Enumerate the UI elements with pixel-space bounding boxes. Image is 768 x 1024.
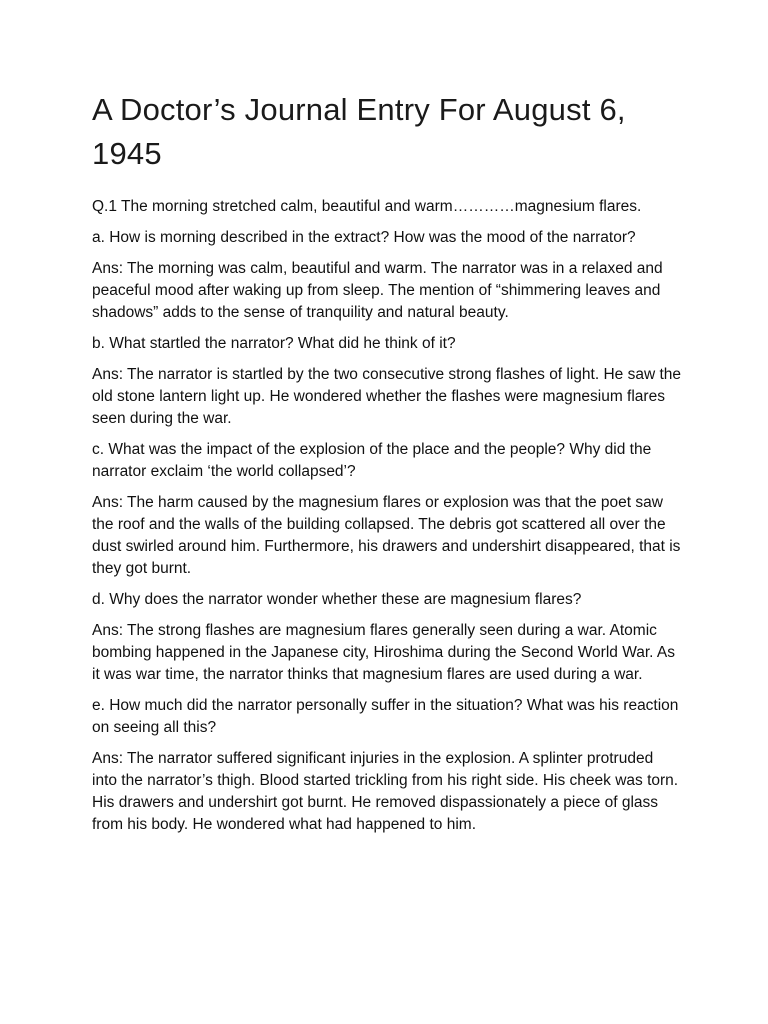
question-b: b. What startled the narrator? What did he think of it? — [92, 335, 456, 352]
question-a: a. How is morning described in the extract? How was the mood of the narrator? — [92, 229, 636, 246]
answer-e: Ans: The narrator suffered significant injuries in the explosion. A splinter protruded into the narrator’s thigh. Blood started trickling from his right side. His cheek was torn. His drawers and undershirt got burnt. He removed dispassionately a piece of glass from his body. He wondered what had happened to him. — [92, 750, 679, 833]
question-d: d. Why does the narrator wonder whether these are magnesium flares? — [92, 591, 582, 608]
document-title: A Doctor’s Journal Entry For August 6, 1945 — [92, 92, 626, 171]
answer-c: Ans: The harm caused by the magnesium flares or explosion was that the poet saw the roof and the walls of the building collapsed. The debris got scattered all over the dust swirled around him. Furthermore, his drawers and undershirt disappeared, that is they got burnt. — [92, 494, 681, 577]
answer-b: Ans: The narrator is startled by the two consecutive strong flashes of light. He saw the old stone lantern light up. He wondered whether the flashes were magnesium flares seen during the war. — [92, 366, 682, 427]
document-page — [92, 88, 682, 845]
answer-d: Ans: The strong flashes are magnesium flares generally seen during a war. Atomic bombing happened in the Japanese city, Hiroshima during the Second World War. As it was war time, the narrator thinks that magnesium flares are used during a war. — [92, 622, 676, 683]
question-e: e. How much did the narrator personally suffer in the situation? What was his reaction on seeing all this? — [92, 697, 679, 736]
question-header: Q.1 The morning stretched calm, beautiful and warm…………magnesium flares. — [92, 198, 642, 215]
answer-a: Ans: The morning was calm, beautiful and warm. The narrator was in a relaxed and peaceful mood after waking up from sleep. The mention of “shimmering leaves and shadows” adds to the sense of tranquility and natural beauty. — [92, 260, 663, 321]
question-c: c. What was the impact of the explosion of the place and the people? Why did the narrator exclaim ‘the world collapsed’? — [92, 441, 652, 480]
